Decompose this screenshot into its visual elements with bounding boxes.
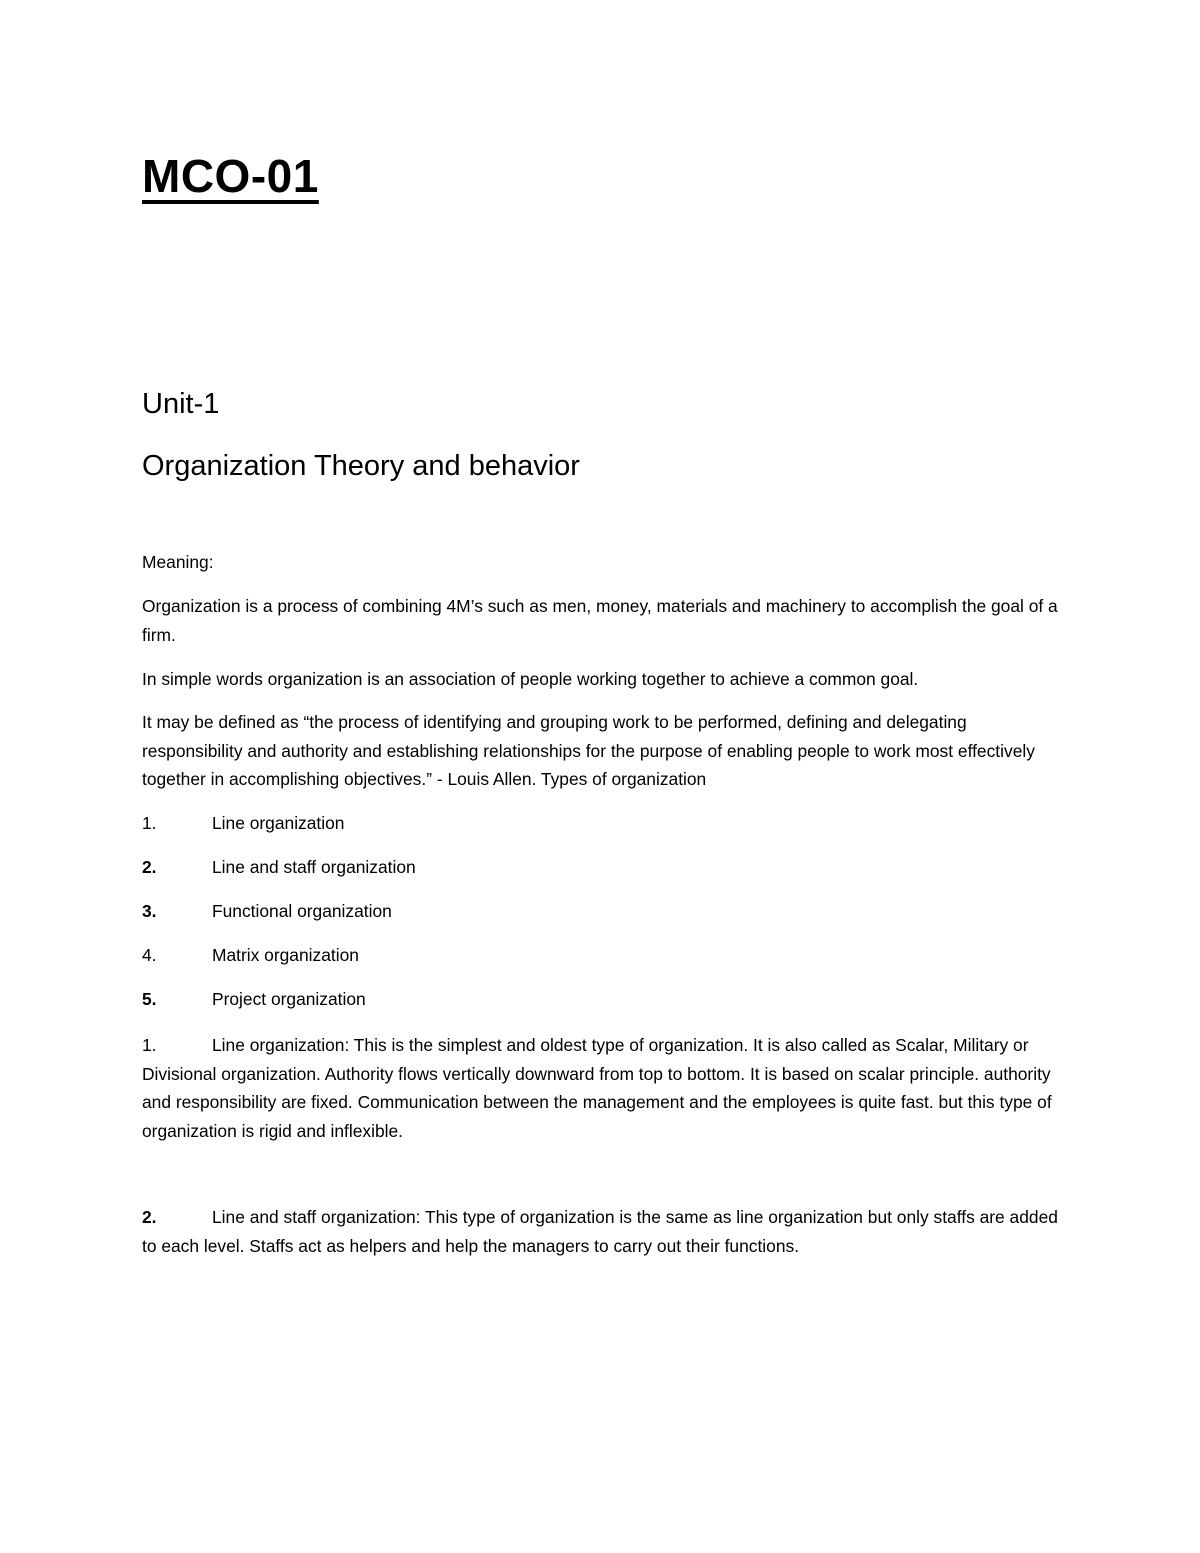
- list-item: [142, 897, 1067, 926]
- list-item-number: 2.: [142, 857, 157, 877]
- unit-subtitle: Organization Theory and behavior: [142, 450, 580, 482]
- list-item-text: Project organization: [212, 989, 366, 1009]
- detail-number: 1.: [142, 1035, 157, 1055]
- paragraph-definition: Organization is a process of combining 4M’s such as men, money, materials and machinery to accomplish the goal of a firm.: [142, 596, 1058, 645]
- list-item-number: 3.: [142, 901, 157, 921]
- detail-line-organization: [142, 1031, 1067, 1145]
- list-item-text: Line and staff organization: [212, 857, 416, 877]
- paragraph-simple-words: In simple words organization is an association of people working together to achieve a common goal.: [142, 669, 919, 689]
- meaning-label: Meaning:: [142, 552, 214, 572]
- list-item-text: Line organization: [212, 813, 345, 833]
- detail-text: Line and staff organization: This type of organization is the same as line organization but only staffs are added to each level. Staffs act as helpers and help the managers to carry out their functions.: [142, 1207, 1058, 1256]
- list-item: [142, 941, 1067, 970]
- detail-number: 2.: [142, 1207, 157, 1227]
- list-item-number: 5.: [142, 989, 157, 1009]
- list-item-number: 4.: [142, 945, 157, 965]
- list-item-number: 1.: [142, 813, 157, 833]
- list-item: [142, 809, 1067, 838]
- list-item-text: Functional organization: [212, 901, 392, 921]
- detail-line-and-staff: [142, 1203, 1067, 1260]
- list-item: [142, 853, 1067, 882]
- paragraph-louis-allen: It may be defined as “the process of identifying and grouping work to be performed, defining and delegating responsibility and authority and establishing relationships for the purpose of enabling people to work most effectively together in accomplishing objectives.” - Louis Allen. Types of organization: [142, 712, 1035, 789]
- list-item-text: Matrix organization: [212, 945, 359, 965]
- list-item: [142, 985, 1067, 1014]
- document-title: MCO-01: [142, 150, 319, 202]
- detail-text: Line organization: This is the simplest and oldest type of organization. It is also called as Scalar, Military or Divisional organization. Authority flows vertically downward from top to bottom. It is based on scalar principle. authority and responsibility are fixed. Communication between the management and the employees is quite fast. but this type of organization is rigid and inflexible.: [142, 1035, 1052, 1141]
- unit-heading: Unit-1: [142, 388, 220, 420]
